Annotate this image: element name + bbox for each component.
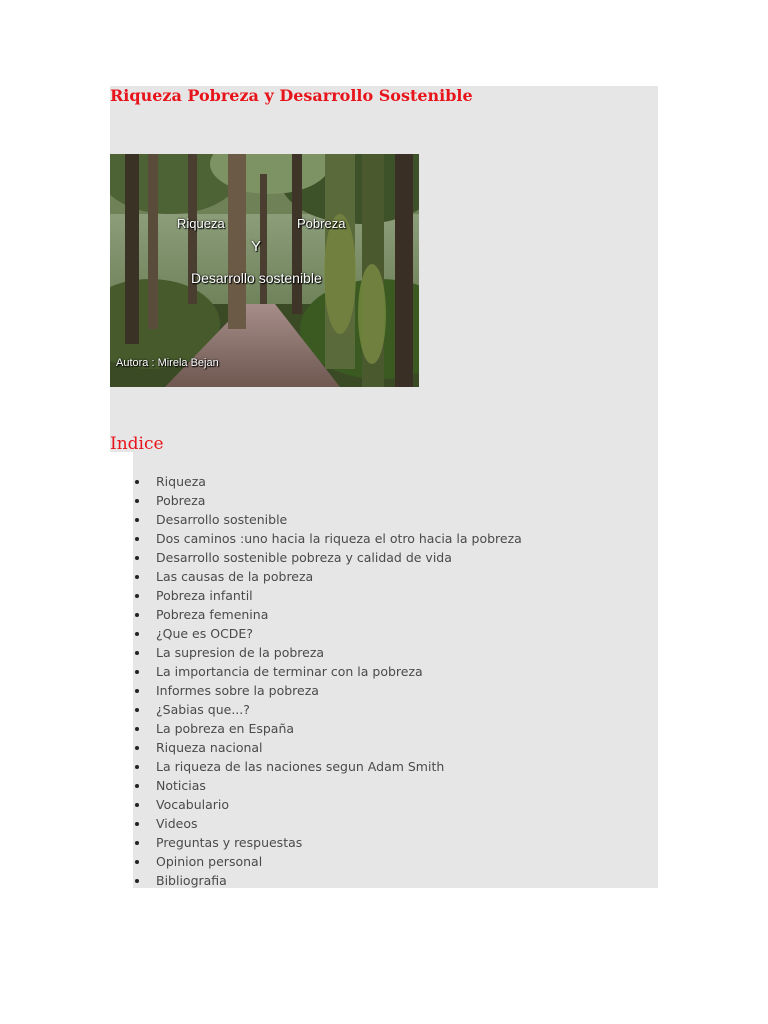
index-heading: Indice	[110, 434, 164, 454]
hero-subtitle: Desarrollo sostenible	[191, 270, 322, 286]
index-item[interactable]: Vocabulario	[156, 795, 522, 814]
index-item[interactable]: ¿Que es OCDE?	[156, 624, 522, 643]
hero-word-pobreza: Pobreza	[297, 216, 346, 231]
index-item[interactable]: La pobreza en España	[156, 719, 522, 738]
index-item[interactable]: Las causas de la pobreza	[156, 567, 522, 586]
page-title: Riqueza Pobreza y Desarrollo Sostenible	[110, 86, 473, 105]
hero-image	[110, 154, 419, 387]
index-item[interactable]: Riqueza	[156, 472, 522, 491]
index-item[interactable]: Pobreza femenina	[156, 605, 522, 624]
index-item[interactable]: Noticias	[156, 776, 522, 795]
index-item[interactable]: Videos	[156, 814, 522, 833]
index-item[interactable]: Opinion personal	[156, 852, 522, 871]
index-item[interactable]: Bibliografia	[156, 871, 522, 890]
index-item[interactable]: Desarrollo sostenible pobreza y calidad de vida	[156, 548, 522, 567]
index-item[interactable]: Pobreza	[156, 491, 522, 510]
index-item[interactable]: Desarrollo sostenible	[156, 510, 522, 529]
index-item[interactable]: Preguntas y respuestas	[156, 833, 522, 852]
index-item[interactable]: Pobreza infantil	[156, 586, 522, 605]
index-list	[156, 472, 522, 890]
index-item[interactable]: La supresion de la pobreza	[156, 643, 522, 662]
hero-word-riqueza: Riqueza	[177, 216, 225, 231]
hero-word-y: Y	[251, 238, 262, 255]
hero-author: Autora : Mirela Bejan	[116, 357, 219, 369]
index-item[interactable]: La importancia de terminar con la pobreza	[156, 662, 522, 681]
index-item[interactable]: ¿Sabias que...?	[156, 700, 522, 719]
index-item[interactable]: Dos caminos :uno hacia la riqueza el otro hacia la pobreza	[156, 531, 522, 546]
index-item[interactable]: Riqueza nacional	[156, 738, 522, 757]
index-item[interactable]: Informes sobre la pobreza	[156, 681, 522, 700]
index-item[interactable]: La riqueza de las naciones segun Adam Smith	[156, 757, 522, 776]
